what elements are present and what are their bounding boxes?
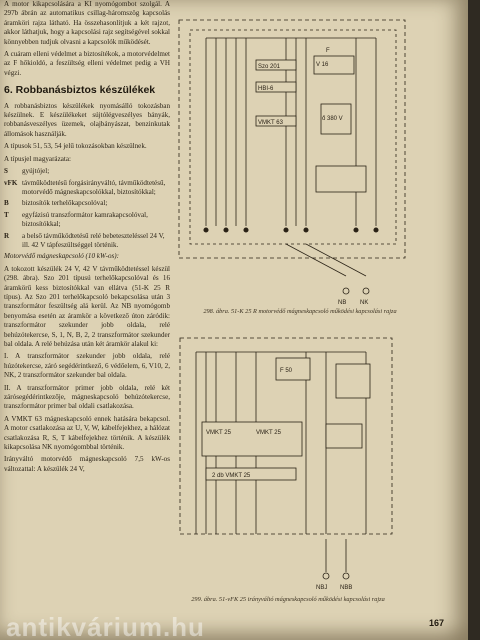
section-heading: 6. Robbanásbiztos készülékek xyxy=(4,84,156,97)
legend-item xyxy=(4,167,170,176)
intro-paragraph-2: A cuáram elleni védelmet a biztosítékok, a motorvédelmet az F hőkioldó, a feszültség elleni védelmet pedig a VH végzi. xyxy=(4,50,170,77)
page-number: 167 xyxy=(428,618,444,628)
subsection-paragraph-3: II. A transzformátor primer jobb oldala, relé két zárósegédérintkezője, mágneskapcsoló behúzótekercse, transzformátor primer bal oldali csatlakozása. xyxy=(4,383,170,411)
figure-299-schematic xyxy=(176,334,426,594)
subsection-paragraph-2: I. A transzformátor szekunder jobb oldala, relé húzótekercse, záró segédérintkező, 6 védőelem, 6, V10, 2, NK, 2 transzformátor szekunder bal oldala. xyxy=(4,352,170,380)
legend-item xyxy=(4,232,170,251)
fig298-label: V 16 xyxy=(316,62,329,68)
contactor-bank xyxy=(202,422,302,456)
type-label-intro: A típusjel magyarázata: xyxy=(4,154,71,163)
transformer-box xyxy=(336,364,370,398)
subsection-title: Motorvédő mágneskapcsoló (10 kW-os): xyxy=(4,252,119,261)
legend-key: T xyxy=(4,210,9,219)
motor-protection-box xyxy=(316,166,366,192)
subsection-paragraph-4: A VMKT 63 mágneskapcsoló ennek hatására bekapcsol. A motor csatlakozása az U, V, W, kábelfejekhez, a hálózat csatlakozása R, S, T kábelfejekhez történik. A készülék kikapcsolása NK nyomógombbal történik. xyxy=(4,414,170,452)
enclosure-outline xyxy=(179,20,405,258)
figure-299-caption: 299. ábra. 51-vFK 25 irányváltó mágneskapcsoló működési kapcsolási rajza xyxy=(191,596,385,603)
legend-value: biztosítók terhelőkapcsolóval; xyxy=(22,199,108,208)
legend-key: S xyxy=(4,167,8,176)
fig298-label: NB xyxy=(338,300,347,306)
fig298-label: ő 380 V xyxy=(322,116,343,122)
legend-item xyxy=(4,211,170,230)
legend-key: R xyxy=(4,231,10,240)
figure-298-schematic xyxy=(176,16,426,316)
legend-item xyxy=(4,199,170,208)
fig298-label: NK xyxy=(360,300,369,306)
fig299-label: F 50 xyxy=(280,368,293,374)
fig299-label: VMKT 25 xyxy=(206,430,231,436)
fig299-label: 2 db VMKT 25 xyxy=(212,473,251,479)
legend-value: gyújtójel; xyxy=(22,167,50,176)
fig299-label: VMKT 25 xyxy=(256,430,281,436)
legend-key: vFK xyxy=(4,178,18,187)
relay-box xyxy=(326,424,362,448)
fig298-label: F xyxy=(326,48,330,54)
legend-key: B xyxy=(4,199,9,208)
left-text-column xyxy=(4,0,170,640)
type-legend xyxy=(4,167,170,250)
section-paragraph-1: A robbanásbiztos készülékek nyomásálló tokozásban készülnek. E készülékeket sújtólégveszélyes bányák, robbanásveszélyes üzemek, olajbányászat, benzinkutak állomások használják. xyxy=(4,101,170,138)
subsection-paragraph-1: A tokozott készülék 24 V, 42 V távműködtetéssel készül (298. ábra). Szo 201 típusú terhelőkapcsolóval és 16 áramkörű kess biztosítókkal van ellátva (51-K 25 R típus). Az Szo 201 terhelőkapcsoló bekapcsolása után 3 transzformátor feszültség alá kerül. Az NB nyomógomb benyomása esetén az áramkör a következő úton záródik: transzformátor szekunder jobb oldala, relé behúzótekercse, S, 1, N, B, 2, 2 transzformátor szekunder bal oldala. A relé behúzása után két áramkör alakul ki: xyxy=(4,264,170,348)
intro-paragraph-1: A motor kikapcsolására a KI nyomógombot szolgál. A 297b ábrán az automatikus csillag-háromszög kapcsolás áramköri rajza látható. Ha összehasonlítjuk a két rajzot, akkor láthatjuk, hogy a kapcsolási rajz segítségével sokkal könnyebben tudjuk olvasni a kapcsolók működését. xyxy=(4,0,170,46)
legend-value: a belső távműködtetésű relé bebeteszteléssel 24 V, ill. 42 V tápfeszültséggel történik. xyxy=(22,231,165,249)
fig299-label: NBB xyxy=(340,585,353,591)
legend-item xyxy=(4,179,170,198)
section-paragraph-2: A típusok 51, 53, 54 jelű tokozásokban készülnek. xyxy=(4,142,147,151)
watermark: antikvárium.hu xyxy=(6,614,205,640)
fig299-label: NBJ xyxy=(316,585,328,591)
subsection-paragraph-5: Irányváltó motorvédő mágneskapcsoló 7,5 kW-os változattal: A készülék 24 V, xyxy=(4,455,170,473)
fig298-label: Szo 201 xyxy=(258,64,281,70)
figure-298-caption: 298. ábra. 51-K 25 R motorvédő mágneskapcsoló működési kapcsolási rajza xyxy=(203,308,397,315)
fig298-label: HBI-6 xyxy=(258,86,274,92)
legend-value: távműködtetésű forgásirányváltó, távműködtetésű, motorvédő mágneskapcsolókkal, biztosítókkal; xyxy=(22,178,166,196)
fig298-label: VMKT 63 xyxy=(258,120,283,126)
legend-value: egyfázisú transzformátor kamrakapcsolóval, biztosítókkal; xyxy=(22,210,148,229)
